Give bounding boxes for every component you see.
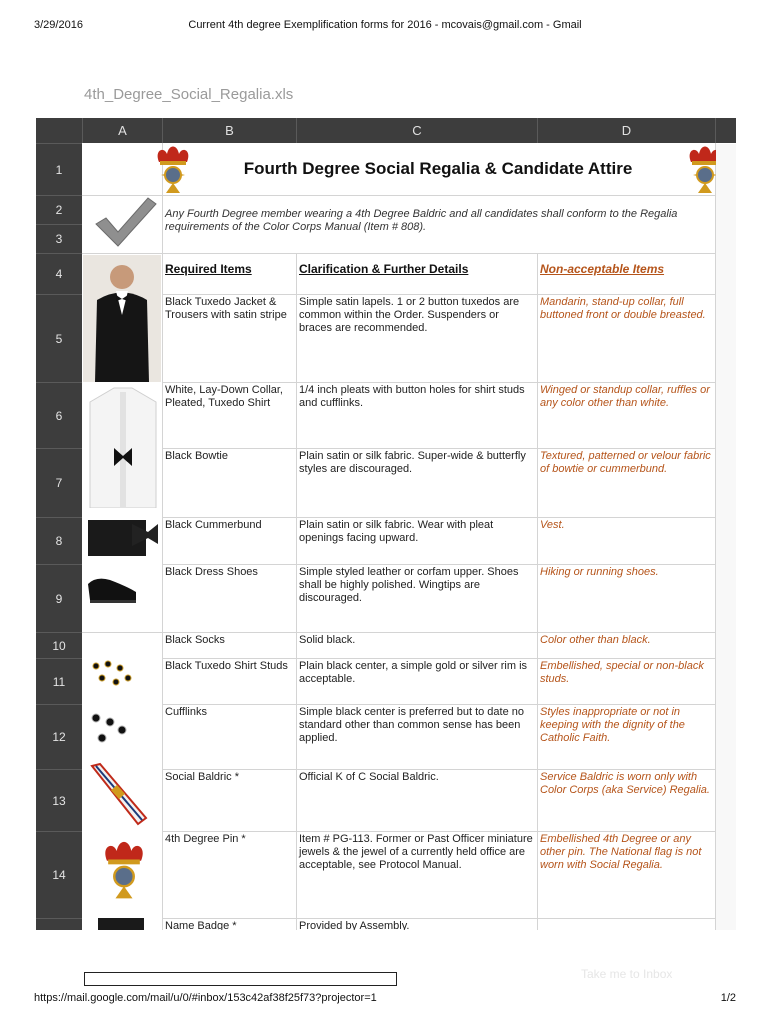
- cell-clarification: Simple styled leather or corfam upper. Shoes shall be highly polished. Wingtips are discouraged.: [299, 566, 519, 604]
- fourth-degree-pin-icon: [96, 834, 152, 902]
- cummerbund-photo: [86, 514, 160, 562]
- cell-required: Black Socks: [165, 634, 225, 646]
- cell-required: Black Cummerbund: [165, 519, 262, 531]
- cell-non-acceptable: Styles inappropriate or not in keeping with the dignity of the Catholic Faith.: [540, 706, 685, 744]
- social-baldric-photo: [88, 762, 148, 826]
- row-header-7[interactable]: 7: [36, 448, 82, 517]
- print-date: 3/29/2016: [34, 19, 83, 31]
- gridline: [537, 253, 538, 930]
- print-page-number: 1/2: [720, 992, 736, 1004]
- cell-non-acceptable: [537, 918, 715, 922]
- take-me-to-inbox-link[interactable]: Take me to Inbox: [581, 967, 673, 981]
- cell-required: Name Badge *: [165, 920, 237, 930]
- cell-non-acceptable: Hiking or running shoes.: [540, 566, 659, 578]
- column-header-c[interactable]: C: [296, 118, 537, 143]
- cell-required: Black Tuxedo Shirt Studs: [165, 660, 288, 672]
- cell-clarification: Solid black.: [299, 634, 356, 646]
- row-header-2[interactable]: 2: [36, 195, 82, 224]
- row-header-13[interactable]: 13: [36, 769, 82, 831]
- cell-required: Black Tuxedo Jacket & Trousers with satin stripe: [165, 296, 287, 321]
- cell-required: Cufflinks: [165, 706, 207, 718]
- row-header-9[interactable]: 9: [36, 564, 82, 632]
- row-header-5[interactable]: 5: [36, 294, 82, 382]
- header-clarification: Clarification & Further Details: [299, 262, 469, 276]
- row-header-6[interactable]: 6: [36, 382, 82, 448]
- sheet-title: Fourth Degree Social Regalia & Candidate Attire: [243, 159, 633, 178]
- cell-clarification: Simple black center is preferred but to date no standard other than common sense has been applied.: [299, 706, 525, 744]
- row-header-bar: [36, 143, 82, 930]
- column-header-a[interactable]: A: [82, 118, 162, 143]
- bottom-input-field[interactable]: [84, 972, 397, 986]
- row-header-4[interactable]: 4: [36, 253, 82, 294]
- row-header-1[interactable]: 1: [36, 143, 82, 195]
- cell-non-acceptable: Embellished, special or non-black studs.: [540, 660, 704, 685]
- cell-non-acceptable: Service Baldric is worn only with Color Corps (aka Service) Regalia.: [540, 771, 710, 796]
- shirt-bowtie-photo: [84, 382, 162, 508]
- row-header-11[interactable]: 11: [36, 658, 82, 704]
- cell-clarification: Simple satin lapels. 1 or 2 button tuxedos are common within the Order. Suspenders or braces are recommended.: [299, 296, 520, 334]
- cell-non-acceptable: Textured, patterned or velour fabric of bowtie or cummerbund.: [540, 450, 711, 475]
- cell-required: 4th Degree Pin *: [165, 833, 246, 845]
- attachment-filename: 4th_Degree_Social_Regalia.xls: [84, 86, 294, 103]
- header-non-acceptable: Non-acceptable Items: [540, 262, 665, 276]
- row-header-15[interactable]: [36, 918, 82, 930]
- print-title: Current 4th degree Exemplification forms for 2016 - mcovais@gmail.com - Gmail: [188, 19, 582, 31]
- cell-non-acceptable: Color other than black.: [540, 634, 651, 646]
- column-header-d[interactable]: D: [537, 118, 715, 143]
- column-e-overflow: [716, 144, 736, 930]
- intro-text: Any Fourth Degree member wearing a 4th Degree Baldric and all candidates shall conform to the Regalia requirements of the Color Corps Manual (Item # 808).: [165, 208, 678, 233]
- cell-required: Black Dress Shoes: [165, 566, 258, 578]
- name-badge-photo: [98, 918, 144, 930]
- cell-non-acceptable: Vest.: [540, 519, 565, 531]
- cell-required: White, Lay-Down Collar, Pleated, Tuxedo Shirt: [165, 384, 283, 409]
- cell-non-acceptable: Winged or standup collar, ruffles or any color other than white.: [540, 384, 710, 409]
- cell-required: Social Baldric *: [165, 771, 239, 783]
- column-header-b[interactable]: B: [162, 118, 296, 143]
- row-header-14[interactable]: 14: [36, 831, 82, 918]
- column-header-e[interactable]: [715, 118, 736, 143]
- cell-required: Black Bowtie: [165, 450, 228, 462]
- gridline: [82, 195, 716, 196]
- cell-non-acceptable: Mandarin, stand-up collar, full buttoned front or double breasted.: [540, 296, 706, 321]
- shirt-studs-photo: [88, 656, 134, 698]
- row-header-8[interactable]: 8: [36, 517, 82, 564]
- print-url: https://mail.google.com/mail/u/0/#inbox/153c42af38f25f73?projector=1: [34, 992, 377, 1004]
- row-header-10[interactable]: 10: [36, 632, 82, 658]
- row-header-3[interactable]: 3: [36, 224, 82, 253]
- cell-clarification: Provided by Assembly.: [299, 920, 410, 930]
- gridline: [82, 253, 716, 254]
- dress-shoe-photo: [86, 570, 138, 604]
- cufflinks-photo: [86, 708, 132, 752]
- cell-clarification: Official K of C Social Baldric.: [299, 771, 439, 783]
- header-required-items: Required Items: [165, 262, 252, 276]
- cell-clarification: Plain black center, a simple gold or silver rim is acceptable.: [299, 660, 528, 685]
- cell-clarification: Plain satin or silk fabric. Super-wide & butterfly styles are discouraged.: [299, 450, 526, 475]
- cell-clarification: Item # PG-113. Former or Past Officer miniature jewels & the jewel of a currently held office are acceptable, see Protocol Manual.: [299, 833, 533, 871]
- cell-clarification: 1/4 inch pleats with button holes for shirt studs and cufflinks.: [299, 384, 525, 409]
- column-header-bar: [36, 118, 736, 143]
- checkmark-icon: [92, 194, 158, 250]
- row-header-12[interactable]: 12: [36, 704, 82, 769]
- cell-non-acceptable: Embellished 4th Degree or any other pin. The National flag is not worn with Social Regalia.: [540, 833, 702, 871]
- cell-clarification: Plain satin or silk fabric. Wear with pleat openings facing upward.: [299, 519, 494, 544]
- tuxedo-photo: [83, 255, 161, 382]
- spreadsheet-preview[interactable]: [36, 118, 736, 930]
